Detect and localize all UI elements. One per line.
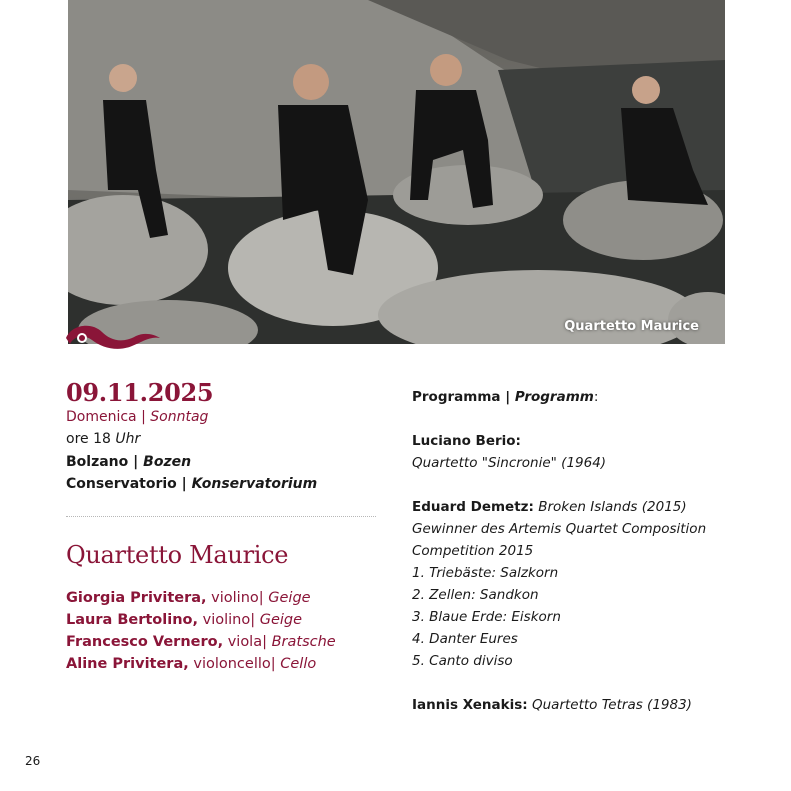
work-title: Quartetto "Sincronie" (1964) (412, 455, 607, 471)
member-instrument-de: Cello (280, 656, 317, 672)
venue-it: Conservatorio (66, 476, 177, 492)
event-city: Bolzano | Bozen (66, 454, 192, 470)
work-composer: Eduard Demetz: (412, 499, 534, 515)
program-heading: Programma | Programm: (412, 389, 599, 405)
member-instrument-de: Bratsche (271, 634, 336, 650)
movement-item: 5. Canto diviso (412, 653, 513, 669)
member-instrument-it: violoncello (193, 656, 271, 672)
work-composer: Iannis Xenakis: (412, 697, 528, 713)
work-title: Broken Islands (2015) (538, 499, 687, 515)
work-entry (412, 695, 742, 717)
event-venue: Conservatorio | Konservatorium (66, 476, 318, 492)
ensemble-name: Quartetto Maurice (66, 541, 289, 569)
movement-item: 2. Zellen: Sandkon (412, 587, 539, 603)
movement-item: 3. Blaue Erde: Eiskorn (412, 609, 561, 625)
member-instrument-de: Geige (268, 590, 311, 606)
program-section (412, 387, 742, 717)
venue-de: Konservatorium (191, 476, 318, 492)
work-title: Quartetto Tetras (1983) (531, 697, 692, 713)
work-composer: Luciano Berio: (412, 433, 521, 449)
movement-item: 1. Triebäste: Salzkorn (412, 565, 559, 581)
time-it: ore 18 (66, 431, 111, 447)
member-name: Giorgia Privitera, (66, 590, 207, 606)
divider (66, 516, 376, 517)
work-entry (412, 497, 742, 519)
movement-item: 4. Danter Eures (412, 631, 518, 647)
event-day: Domenica | Sonntag (66, 409, 209, 425)
event-date: 09.11.2025 (66, 378, 214, 407)
ornament-icon (62, 318, 162, 352)
photo-caption: Quartetto Maurice (564, 319, 699, 334)
member-item: Aline Privitera, violoncello| Cello (66, 656, 317, 672)
program-heading-it: Programma (412, 389, 501, 405)
work-note: Gewinner des Artemis Quartet Composition (412, 521, 707, 537)
member-item: Francesco Vernero, viola| Bratsche (66, 634, 336, 650)
photo-illustration (68, 0, 725, 344)
city-de: Bozen (143, 454, 192, 470)
ensemble-photo (68, 0, 725, 344)
member-instrument-de: Geige (259, 612, 303, 628)
member-name: Francesco Vernero, (66, 634, 224, 650)
member-name: Laura Bertolino, (66, 612, 198, 628)
city-it: Bolzano (66, 454, 129, 470)
program-heading-de: Programm (514, 389, 594, 405)
time-de: Uhr (115, 431, 141, 447)
member-instrument-it: viola (227, 634, 263, 650)
day-de: Sonntag (150, 409, 209, 425)
member-instrument-it: violino (211, 590, 259, 606)
work-note: Competition 2015 (412, 543, 534, 559)
event-time (66, 431, 140, 447)
member-list (66, 589, 336, 677)
member-item: Giorgia Privitera, violino| Geige (66, 590, 311, 606)
member-name: Aline Privitera, (66, 656, 189, 672)
day-it: Domenica (66, 409, 137, 425)
member-instrument-it: violino (202, 612, 251, 628)
page-number: 26 (25, 754, 41, 768)
member-item: Laura Bertolino, violino| Geige (66, 612, 303, 628)
